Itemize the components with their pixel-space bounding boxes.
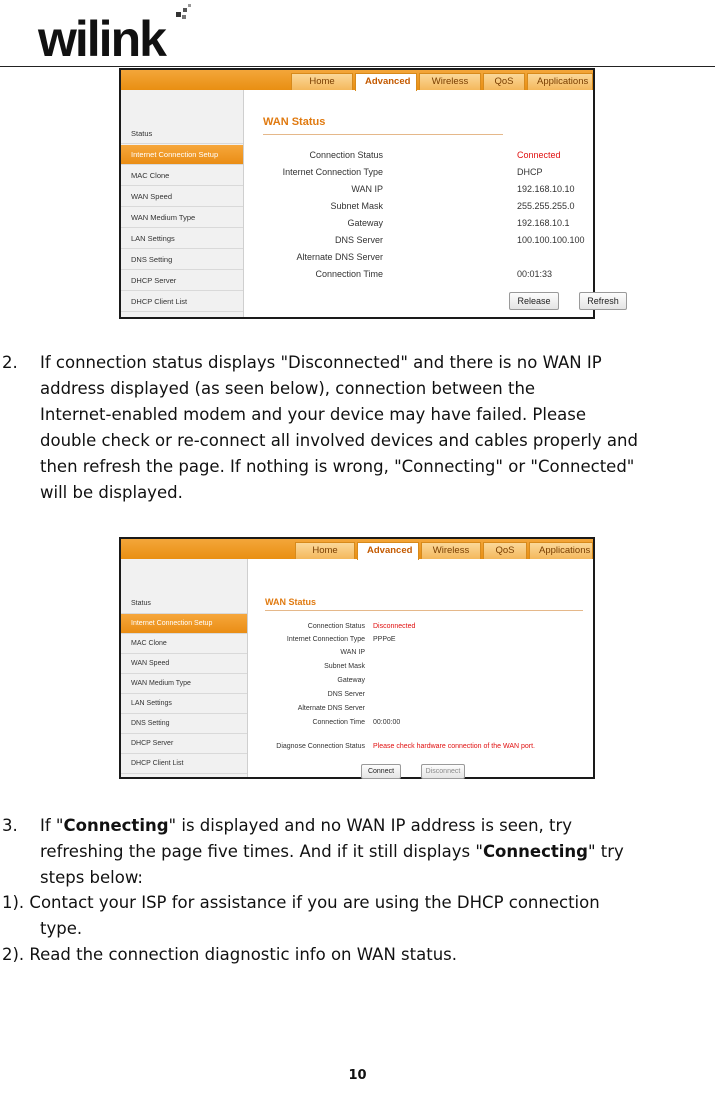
step-2-line: address displayed (as seen below), connection between the — [40, 379, 536, 398]
sidebar-item-internet-connection-setup[interactable]: Internet Connection Setup — [121, 614, 247, 634]
svg-text:wilink: wilink — [38, 11, 165, 67]
router-sidebar — [121, 559, 248, 777]
step-3-line-3: steps below: — [40, 868, 143, 887]
disconnect-button[interactable]: Disconnect — [421, 764, 465, 779]
sidebar-item-dns-setting[interactable]: DNS Setting — [121, 250, 243, 270]
value-subnet-mask: 255.255.255.0 — [517, 201, 575, 211]
step-3-line-1 — [40, 813, 712, 839]
tab-applications[interactable]: Applications — [529, 542, 593, 559]
wan-status-divider — [265, 610, 583, 611]
sidebar-item-lan-settings[interactable]: LAN Settings — [121, 694, 247, 714]
connect-button[interactable]: Connect — [361, 764, 401, 779]
label-diagnose-status: Diagnose Connection Status — [276, 743, 365, 750]
sidebar-item-dns-setting[interactable]: DNS Setting — [121, 714, 247, 734]
value-connection-status: Disconnected — [373, 623, 416, 630]
value-connection-type: DHCP — [517, 167, 543, 177]
tab-home[interactable]: Home — [291, 73, 353, 90]
substep-1-line-1: 1). Contact your ISP for assistance if you are using the DHCP connection — [2, 893, 600, 912]
router-tabs — [289, 70, 593, 90]
tab-qos[interactable]: QoS — [483, 542, 527, 559]
value-gateway: 192.168.10.1 — [517, 218, 570, 228]
step-2-line: Internet-enabled modem and your device may have failed. Please — [40, 405, 586, 424]
sidebar-item-status[interactable]: Status — [121, 594, 247, 614]
sidebar-item-mac-clone[interactable]: MAC Clone — [121, 166, 243, 186]
value-connection-type: PPPoE — [373, 636, 396, 643]
substep-1-line-2: type. — [40, 919, 83, 938]
connecting-emphasis: Connecting — [482, 842, 588, 861]
label-alternate-dns: Alternate DNS Server — [297, 705, 365, 712]
sidebar-item-dhcp-server[interactable]: DHCP Server — [121, 734, 247, 754]
label-connection-time: Connection Time — [315, 269, 383, 279]
label-wan-ip: WAN IP — [340, 649, 365, 656]
header-rule — [0, 66, 715, 67]
sidebar-item-dhcp-client-list[interactable]: DHCP Client List — [121, 754, 247, 774]
step-3-text: refreshing the page five times. And if it still displays " — [40, 842, 483, 861]
step-3-line-2 — [40, 839, 712, 865]
tab-qos[interactable]: QoS — [483, 73, 525, 90]
label-dns-server: DNS Server — [327, 691, 365, 698]
wan-status-panel — [243, 90, 619, 317]
sidebar-item-wan-speed[interactable]: WAN Speed — [121, 187, 243, 207]
release-button[interactable]: Release — [509, 292, 559, 310]
label-gateway: Gateway — [347, 218, 383, 228]
step-3-text: If " — [40, 816, 64, 835]
refresh-button[interactable]: Refresh — [579, 292, 627, 310]
tab-wireless[interactable]: Wireless — [421, 542, 481, 559]
wan-status-divider — [263, 134, 503, 135]
sidebar-item-dhcp-client-list[interactable]: DHCP Client List — [121, 292, 243, 312]
wan-status-title: WAN Status — [263, 116, 326, 128]
value-diagnose-status: Please check hardware connection of the WAN port. — [373, 743, 535, 750]
sidebar-item-wan-medium-type[interactable]: WAN Medium Type — [121, 674, 247, 694]
label-connection-type: Internet Connection Type — [286, 636, 365, 643]
router-tabs — [293, 539, 593, 559]
label-connection-status: Connection Status — [307, 623, 365, 630]
label-dns-server: DNS Server — [334, 235, 383, 245]
value-dns-server: 100.100.100.100 — [517, 235, 585, 245]
connecting-emphasis: Connecting — [63, 816, 169, 835]
tab-home[interactable]: Home — [295, 542, 355, 559]
label-alternate-dns: Alternate DNS Server — [296, 252, 383, 262]
substep-2-line-1: 2). Read the connection diagnostic info on WAN status. — [2, 945, 457, 964]
sidebar-item-wan-medium-type[interactable]: WAN Medium Type — [121, 208, 243, 228]
step-3-text: " try — [587, 842, 624, 861]
step-2-line: If connection status displays "Disconnected" and there is no WAN IP — [40, 353, 602, 372]
label-subnet-mask: Subnet Mask — [330, 201, 383, 211]
label-subnet-mask: Subnet Mask — [324, 663, 365, 670]
sidebar-item-lan-settings[interactable]: LAN Settings — [121, 229, 243, 249]
step-3-number: 3. — [2, 816, 18, 835]
label-connection-type: Internet Connection Type — [282, 167, 383, 177]
value-connection-status: Connected — [517, 150, 561, 160]
label-wan-ip: WAN IP — [351, 184, 383, 194]
sidebar-item-dhcp-server[interactable]: DHCP Server — [121, 271, 243, 291]
wan-status-screenshot-disconnected — [119, 537, 595, 779]
sidebar-item-internet-connection-setup[interactable]: Internet Connection Setup — [121, 145, 243, 165]
step-3-text: " is displayed and no WAN IP address is seen, try — [168, 816, 573, 835]
label-connection-time: Connection Time — [312, 719, 365, 726]
step-2-number: 2. — [2, 353, 18, 372]
wilink-logo — [38, 4, 198, 67]
step-2-text — [40, 350, 712, 506]
label-gateway: Gateway — [337, 677, 365, 684]
page-number: 10 — [348, 1068, 367, 1083]
tab-advanced[interactable]: Advanced — [357, 542, 419, 560]
step-2-line: double check or re-connect all involved devices and cables properly and — [40, 431, 638, 450]
value-wan-ip: 192.168.10.10 — [517, 184, 575, 194]
tab-applications[interactable]: Applications — [527, 73, 593, 90]
sidebar-item-wan-speed[interactable]: WAN Speed — [121, 654, 247, 674]
wan-status-screenshot-connected — [119, 68, 619, 319]
sidebar-item-status[interactable]: Status — [121, 124, 243, 144]
tab-wireless[interactable]: Wireless — [419, 73, 481, 90]
wan-status-title: WAN Status — [265, 597, 317, 607]
router-sidebar — [121, 90, 244, 317]
value-connection-time: 00:00:00 — [373, 719, 401, 726]
wan-status-panel — [247, 559, 593, 777]
step-2-line: then refresh the page. If nothing is wrong, "Connecting" or "Connected" — [40, 457, 635, 476]
value-connection-time: 00:01:33 — [517, 269, 553, 279]
step-2-line: will be displayed. — [40, 483, 183, 502]
sidebar-item-mac-clone[interactable]: MAC Clone — [121, 634, 247, 654]
tab-advanced[interactable]: Advanced — [355, 73, 417, 91]
label-connection-status: Connection Status — [309, 150, 383, 160]
